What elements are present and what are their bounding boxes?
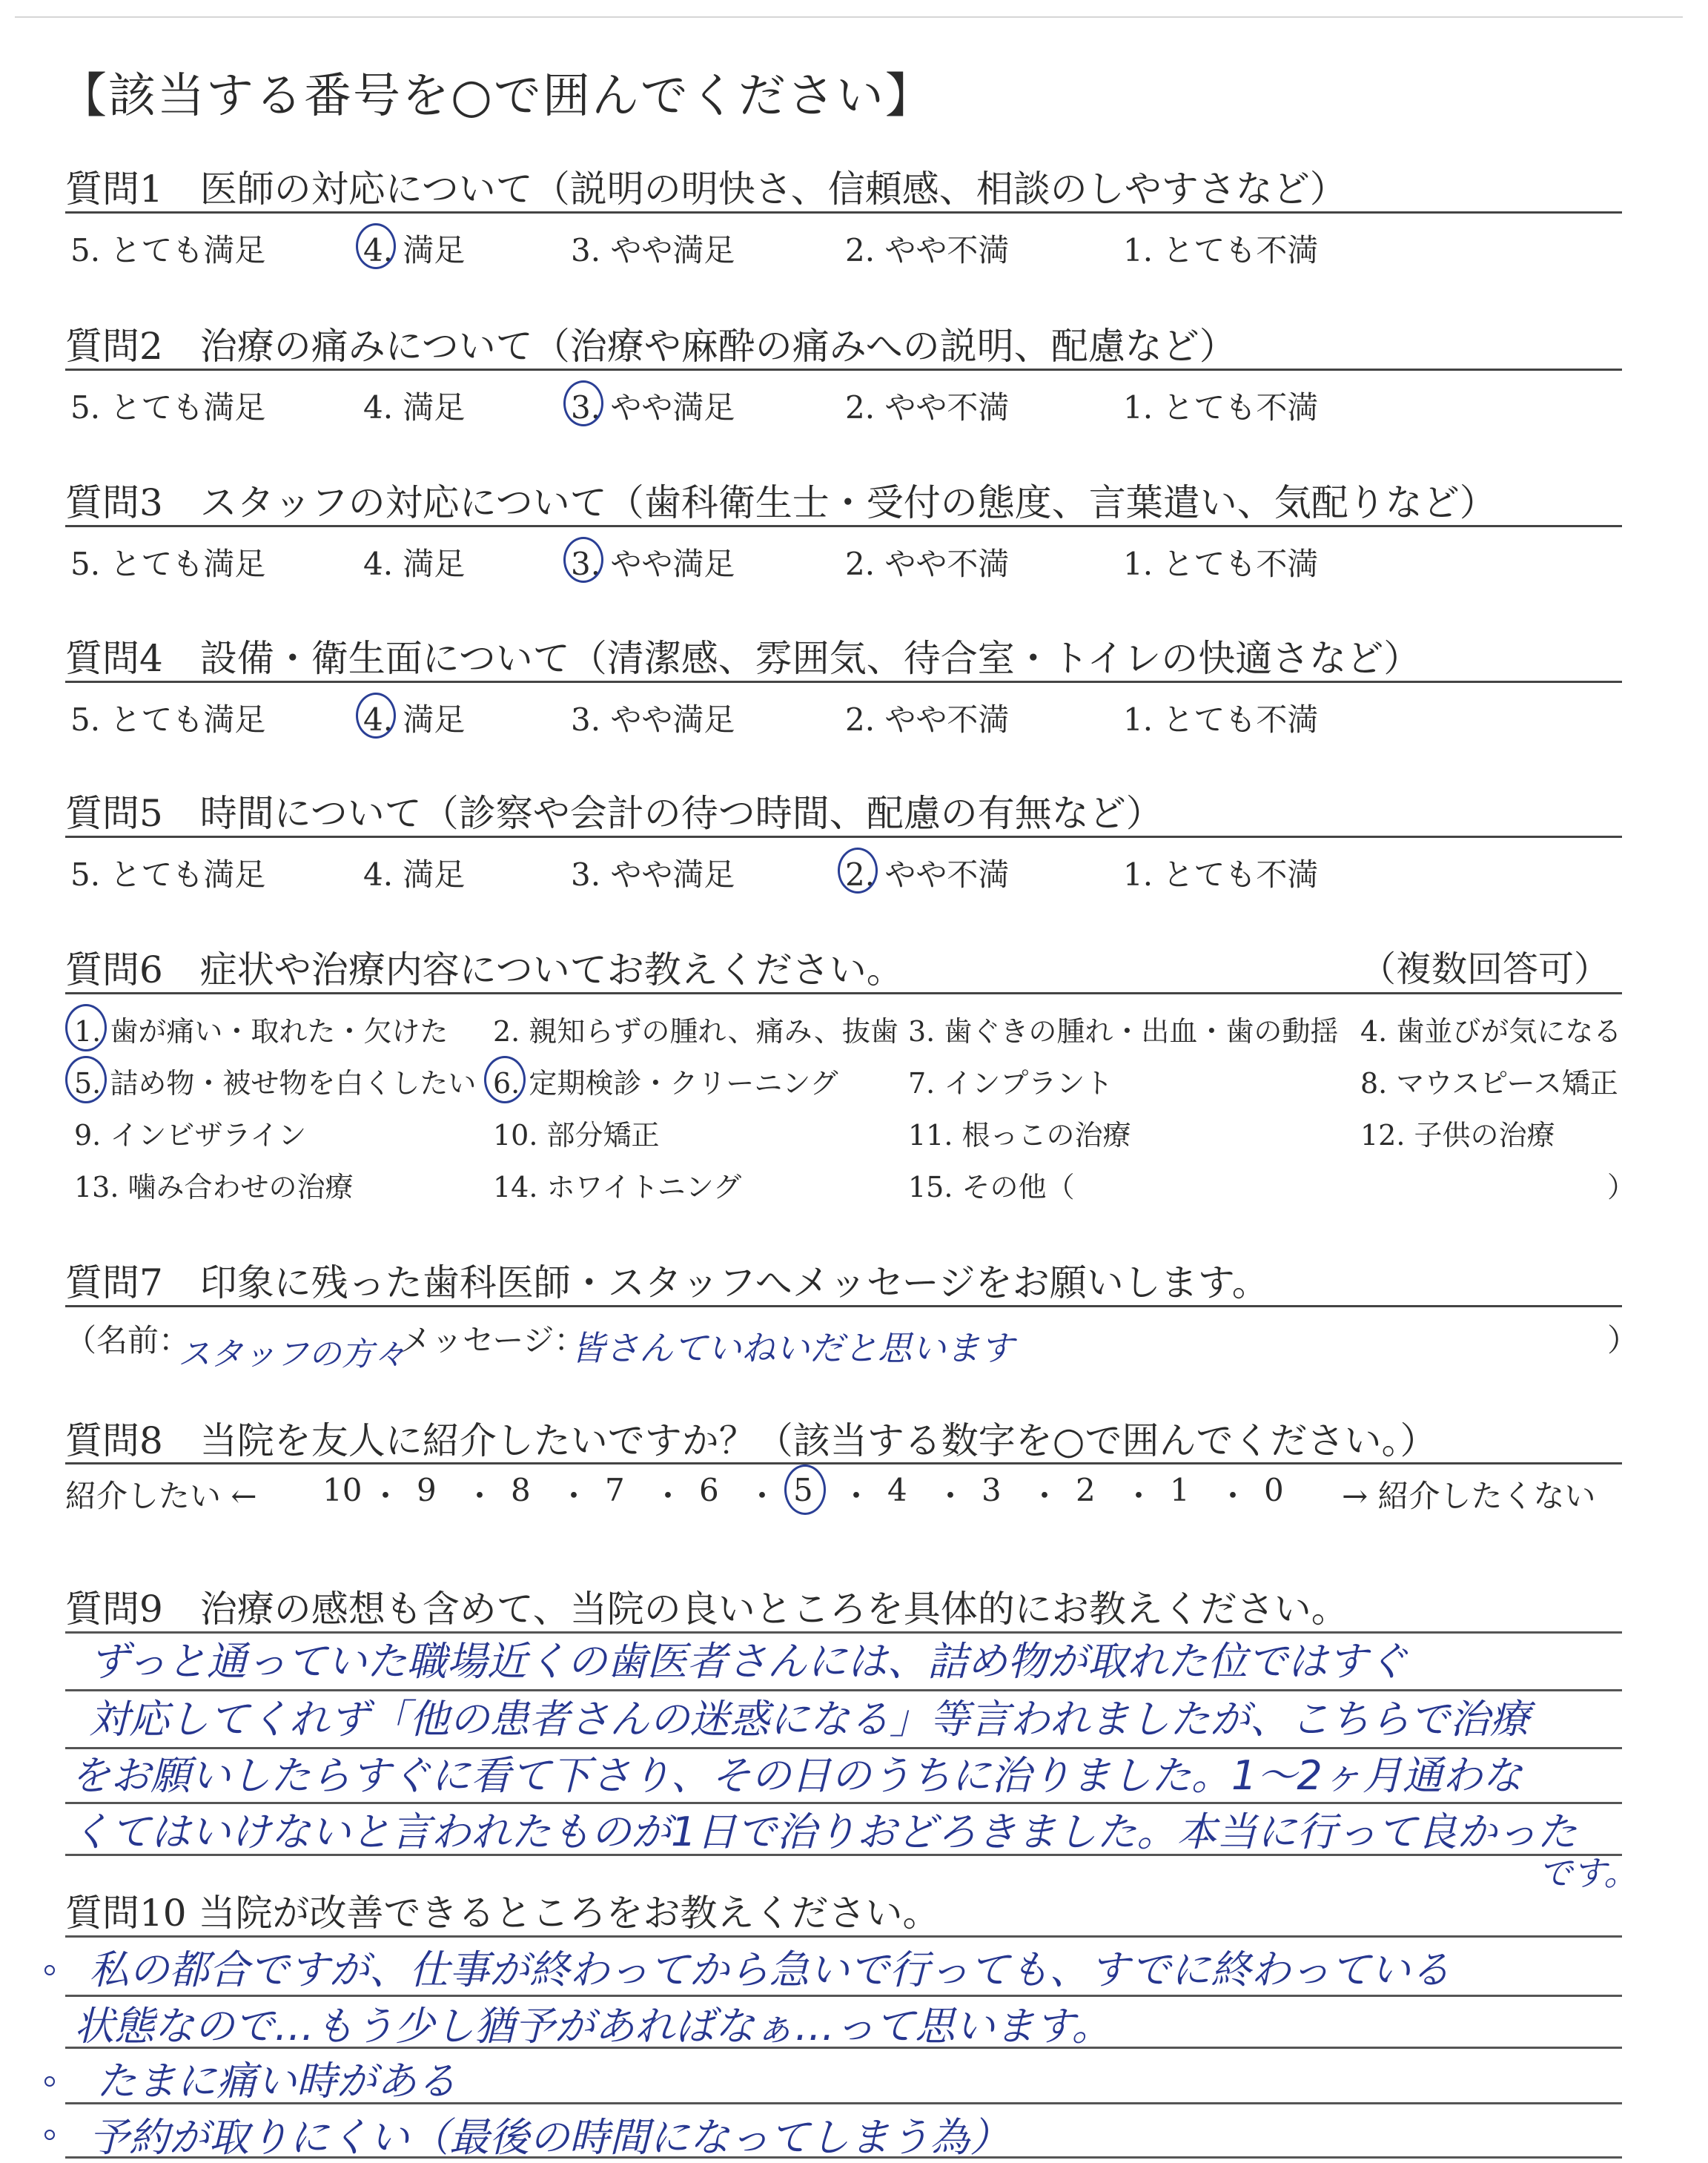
rating-option: 3. やや満足	[571, 546, 735, 582]
rating-option: 5. とても満足	[70, 389, 266, 426]
q6-option: 5. 詰め物・被せ物を白くしたい	[74, 1067, 477, 1100]
q10-handwritten-line: 状態なので…もう少し猶予があればなぁ…って思います。	[74, 2003, 1112, 2050]
scale-number: 1	[1170, 1472, 1190, 1508]
q6-option: 4. 歯並びが気になる	[1360, 1015, 1622, 1048]
q6-option: 1. 歯が痛い・取れた・欠けた	[74, 1015, 448, 1048]
q7-rule	[65, 1305, 1622, 1307]
scale-number: 8	[511, 1472, 531, 1508]
scale-separator: ・	[841, 1478, 873, 1514]
q5-rule	[65, 836, 1622, 838]
q3-rule	[65, 525, 1622, 527]
rating-option: 4. 満足	[363, 232, 466, 268]
q7-title: 質問7 印象に残った歯科医師・スタッフへメッセージをお願いします。	[65, 1261, 1269, 1304]
q9-title: 質問9 治療の感想も含めて、当院の良いところを具体的にお教えください。	[65, 1588, 1348, 1631]
scale-separator: ・	[1217, 1478, 1249, 1514]
q5-title: 質問5 時間について（診察や会計の待つ時間、配慮の有無など）	[65, 792, 1163, 835]
scale-separator: ・	[370, 1478, 402, 1514]
scale-separator: ・	[747, 1478, 778, 1514]
rating-option: 1. とても不満	[1123, 232, 1319, 268]
q6-option: 6. 定期検診・クリーニング	[493, 1067, 838, 1100]
scale-number: 10	[322, 1472, 363, 1508]
q7-message-label: メッセージ：	[400, 1322, 586, 1358]
q6-option: 9. インビザライン	[74, 1119, 307, 1152]
q10-handwritten-line: たまに痛い時がある	[96, 2058, 457, 2104]
scale-separator: ・	[464, 1478, 496, 1514]
rating-option: 3. やや満足	[571, 232, 735, 268]
rating-option: 3. やや満足	[571, 856, 735, 893]
q9-handwritten-line: くてはいけないと言われたものが1日で治りおどろきました。本当に行って良かった	[70, 1809, 1578, 1855]
rating-option: 3. やや満足	[571, 701, 735, 738]
q10-handwritten-line: 予約が取りにくい（最後の時間になってしまう為）	[89, 2114, 1010, 2161]
q10-rule	[65, 1935, 1622, 1938]
q9-handwritten-line: 対応してくれず「他の患者さんの迷惑になる」等言われましたが、こちらで治療	[89, 1696, 1530, 1743]
page-top-border	[15, 16, 1683, 18]
selection-circle	[838, 848, 878, 894]
q9-handwritten-line: です。	[1538, 1853, 1638, 1893]
q2-rule	[65, 369, 1622, 371]
q6-option: 2. 親知らずの腫れ、痛み、抜歯	[493, 1015, 898, 1048]
q6-option: 8. マウスピース矯正	[1360, 1067, 1618, 1100]
scale-number: 2	[1076, 1472, 1096, 1508]
scale-number: 3	[982, 1472, 1002, 1508]
q10-handwritten-line: 私の都合ですが、仕事が終わってから急いで行っても、すでに終わっている	[89, 1946, 1451, 1993]
rating-option: 2. やや不満	[845, 701, 1010, 738]
rating-option: 2. やや不満	[845, 389, 1010, 426]
selection-circle	[356, 223, 396, 269]
rating-option: 2. やや不満	[845, 232, 1010, 268]
q4-rule	[65, 681, 1622, 683]
q6-option: 10. 部分矯正	[493, 1119, 660, 1152]
q8-right-label: → 紹介したくない	[1342, 1478, 1596, 1514]
scale-separator: ・	[1123, 1478, 1155, 1514]
q7-name-handwritten: スタッフの方々	[178, 1335, 406, 1373]
q7-close-paren: ）	[1607, 1322, 1639, 1358]
q6-option: 7. インプラント	[908, 1067, 1113, 1100]
q4-title: 質問4 設備・衛生面について（清潔感、雰囲気、待合室・トイレの快適さなど）	[65, 637, 1421, 680]
scale-separator: ・	[1029, 1478, 1061, 1514]
q7-message-handwritten: 皆さんていねいだと思います	[571, 1328, 1014, 1368]
rating-option: 5. とても満足	[70, 546, 266, 582]
rating-option: 5. とても満足	[70, 232, 266, 268]
bullet-dot	[44, 1965, 55, 1975]
q6-option: 3. 歯ぐきの腫れ・出血・歯の動揺	[908, 1015, 1339, 1048]
q3-title: 質問3 スタッフの対応について（歯科衛生士・受付の態度、言葉遣い、気配りなど）	[65, 481, 1497, 524]
q8-rule	[65, 1462, 1622, 1464]
rating-option: 2. やや不満	[845, 856, 1010, 893]
scale-number: 4	[887, 1472, 907, 1508]
q6-note: （複数回答可）	[1360, 948, 1610, 990]
selection-circle	[356, 693, 396, 739]
q1-rule	[65, 211, 1622, 214]
q6-option: 14. ホワイトニング	[493, 1171, 742, 1203]
rating-option: 1. とても不満	[1123, 389, 1319, 426]
bullet-dot	[44, 2076, 55, 2087]
q8-title: 質問8 当院を友人に紹介したいですか？（該当する数字を○で囲んでください。）	[65, 1419, 1437, 1462]
q2-title: 質問2 治療の痛みについて（治療や麻酔の痛みへの説明、配慮など）	[65, 325, 1237, 368]
scale-number: 9	[417, 1472, 437, 1508]
page-title: 【該当する番号を○で囲んでください】	[59, 69, 934, 124]
q6-option: 15. その他（	[908, 1171, 1075, 1203]
rating-option: 2. やや不満	[845, 546, 1010, 582]
q10-title: 質問10 当院が改善できるところをお教えください。	[65, 1892, 940, 1935]
q6-option: 12. 子供の治療	[1360, 1119, 1555, 1152]
q7-name-label: （名前：	[65, 1322, 191, 1358]
rating-option: 1. とても不満	[1123, 856, 1319, 893]
rating-option: 1. とても不満	[1123, 546, 1319, 582]
q6-option: 13. 噛み合わせの治療	[74, 1171, 354, 1203]
selection-circle	[784, 1464, 826, 1515]
rating-option: 5. とても満足	[70, 856, 266, 893]
scale-number: 7	[605, 1472, 625, 1508]
scale-number: 5	[793, 1472, 813, 1508]
scale-separator: ・	[558, 1478, 590, 1514]
rating-option: 4. 満足	[363, 389, 466, 426]
rating-option: 3. やや満足	[571, 389, 735, 426]
selection-circle	[563, 380, 603, 426]
q8-left-label: 紹介したい ←	[65, 1478, 257, 1514]
rating-option: 5. とても満足	[70, 701, 266, 738]
rating-option: 1. とても不満	[1123, 701, 1319, 738]
q1-title: 質問1 医師の対応について（説明の明快さ、信頼感、相談のしやすさなど）	[65, 168, 1347, 211]
selection-circle	[484, 1056, 526, 1103]
scale-separator: ・	[652, 1478, 684, 1514]
scale-number: 6	[699, 1472, 719, 1508]
scale-number: 0	[1264, 1472, 1284, 1508]
q9-handwritten-line: ずっと通っていた職場近くの歯医者さんには、詰め物が取れた位ではすぐ	[89, 1638, 1408, 1685]
q6-title: 質問6 症状や治療内容についてお教えください。	[65, 948, 904, 991]
q6-rule	[65, 992, 1622, 994]
selection-circle	[563, 537, 603, 583]
q6-option: 11. 根っこの治療	[908, 1119, 1131, 1152]
selection-circle	[65, 1004, 107, 1051]
q6-option: ）	[1607, 1171, 1636, 1203]
rating-option: 4. 満足	[363, 701, 466, 738]
scale-separator: ・	[935, 1478, 967, 1514]
rating-option: 4. 満足	[363, 856, 466, 893]
q9-handwritten-line: をお願いしたらすぐに看て下さり、その日のうちに治りました。1〜2ヶ月通わな	[70, 1752, 1523, 1799]
bullet-dot	[44, 2130, 55, 2140]
rating-option: 4. 満足	[363, 546, 466, 582]
selection-circle	[65, 1056, 107, 1103]
